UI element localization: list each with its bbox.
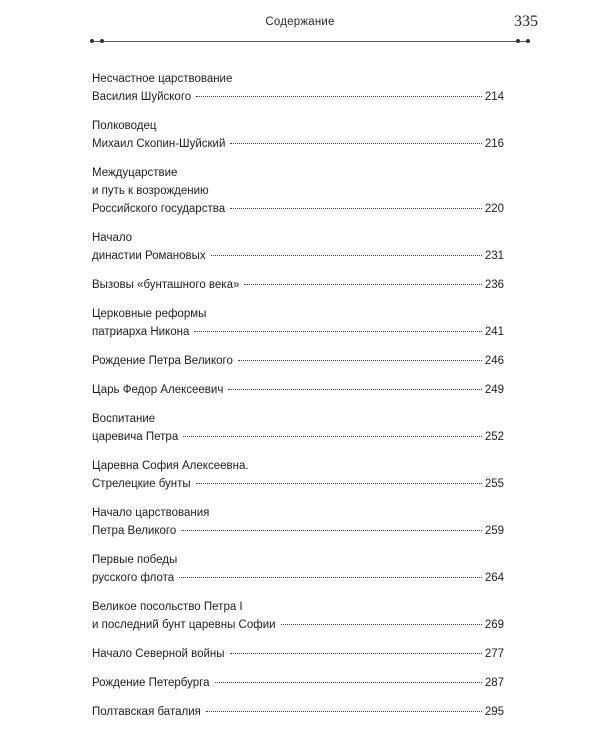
toc-entry [92, 229, 504, 265]
toc-entry-title-line: Стрелецкие бунты [92, 478, 191, 490]
toc-entry-title-line: Начало [92, 232, 133, 244]
toc-entry-title-line: Петра Великого [92, 525, 177, 537]
toc-entry-title-line: Василия Шуйского [92, 91, 192, 103]
toc-entry-title-line: Воспитание [92, 413, 156, 425]
toc-page-number: 277 [484, 648, 504, 660]
toc-entry [92, 703, 504, 721]
ornament-dot-right-inner [516, 39, 520, 43]
toc-page-number: 241 [484, 326, 504, 338]
dot-leader [238, 359, 482, 361]
dot-leader [181, 529, 482, 531]
toc-entry-title-line: русского флота [92, 572, 175, 584]
toc-page-number: 264 [484, 572, 504, 584]
ornament-dot-left-inner [100, 39, 104, 43]
dot-leader [183, 435, 482, 437]
dot-leader [206, 710, 482, 712]
toc-page-number: 216 [484, 138, 504, 150]
toc-entry [92, 410, 504, 446]
toc-entry [92, 504, 504, 540]
toc-entry-last-line [92, 88, 504, 106]
toc-entry-title-line: Полководец [92, 120, 157, 132]
dot-leader [194, 330, 481, 332]
toc-entry-title-line: Михаил Скопин-Шуйский [92, 138, 226, 150]
toc-entry [92, 352, 504, 370]
section-title: Содержание [265, 16, 335, 28]
toc-entry-last-line [92, 522, 504, 540]
dot-leader [215, 681, 482, 683]
toc-entry-title-line: Рождение Петра Великого [92, 355, 233, 367]
table-of-contents [92, 70, 504, 732]
toc-entry-title-line: Несчастное царствование [92, 73, 233, 85]
toc-entry-title-line: Начало Северной войны [92, 648, 225, 660]
dot-leader [179, 576, 482, 578]
page-number: 335 [514, 13, 538, 30]
dot-leader [244, 283, 481, 285]
toc-entry-title-line: Царевна София Алексеевна. [92, 460, 249, 472]
dot-leader [230, 142, 481, 144]
toc-page-number: 252 [484, 431, 504, 443]
toc-page-number: 259 [484, 525, 504, 537]
toc-entry-title-line: и путь к возрождению [92, 185, 209, 197]
toc-entry-title-line: Рождение Петербурга [92, 677, 210, 689]
ornament-dot-right-outer [526, 39, 530, 43]
toc-page-number: 255 [484, 478, 504, 490]
toc-entry [92, 276, 504, 294]
toc-entry-title-line: Междуцарствие [92, 167, 178, 179]
toc-entry [92, 674, 504, 692]
dot-leader [211, 254, 482, 256]
toc-entry-last-line [92, 247, 504, 265]
toc-entry-title-line: Российского государства [92, 203, 226, 215]
toc-entry-last-line [92, 645, 504, 663]
toc-entry [92, 645, 504, 663]
toc-entry-last-line [92, 428, 504, 446]
toc-entry [92, 598, 504, 634]
header-rule [94, 41, 528, 42]
toc-entry-last-line [92, 616, 504, 634]
toc-entry-last-line [92, 200, 504, 218]
toc-entry-title-line: Церковные реформы [92, 308, 207, 320]
toc-entry-title-line: Вызовы «бунташного века» [92, 279, 240, 291]
toc-entry-title-line: царевича Петра [92, 431, 179, 443]
toc-entry-title-line: патриарха Никона [92, 326, 190, 338]
toc-page-number: 269 [484, 619, 504, 631]
toc-entry-last-line [92, 703, 504, 721]
toc-entry-last-line [92, 352, 504, 370]
ornament-dot-left-outer [90, 39, 94, 43]
toc-page-number: 246 [484, 355, 504, 367]
toc-entry [92, 457, 504, 493]
toc-entry-last-line [92, 135, 504, 153]
toc-entry-last-line [92, 569, 504, 587]
toc-entry-last-line [92, 475, 504, 493]
toc-entry-last-line [92, 323, 504, 341]
toc-entry-title-line: династии Романовых [92, 250, 206, 262]
toc-entry-last-line [92, 381, 504, 399]
toc-page-number: 249 [484, 384, 504, 396]
toc-entry-title-line: Великое посольство Петра I [92, 601, 243, 613]
toc-entry-title-line: Первые победы [92, 554, 178, 566]
toc-page-number: 295 [484, 706, 504, 718]
toc-entry [92, 117, 504, 153]
toc-entry [92, 305, 504, 341]
toc-entry-title-line: и последний бунт царевны Софии [92, 619, 276, 631]
toc-page-number: 231 [484, 250, 504, 262]
toc-page-number: 236 [484, 279, 504, 291]
toc-entry [92, 381, 504, 399]
dot-leader [230, 652, 482, 654]
toc-entry-title-line: Начало царствования [92, 507, 210, 519]
toc-page-number: 220 [484, 203, 504, 215]
toc-entry [92, 164, 504, 218]
toc-entry [92, 551, 504, 587]
toc-entry-title-line: Царь Федор Алексеевич [92, 384, 224, 396]
dot-leader [228, 388, 481, 390]
toc-page-number: 214 [484, 91, 504, 103]
toc-entry-last-line [92, 276, 504, 294]
toc-page-number: 287 [484, 677, 504, 689]
toc-entry-last-line [92, 674, 504, 692]
dot-leader [230, 207, 482, 209]
dot-leader [196, 95, 482, 97]
dot-leader [196, 482, 482, 484]
dot-leader [281, 623, 482, 625]
toc-entry [92, 70, 504, 106]
toc-entry-title-line: Полтавская баталия [92, 706, 201, 718]
